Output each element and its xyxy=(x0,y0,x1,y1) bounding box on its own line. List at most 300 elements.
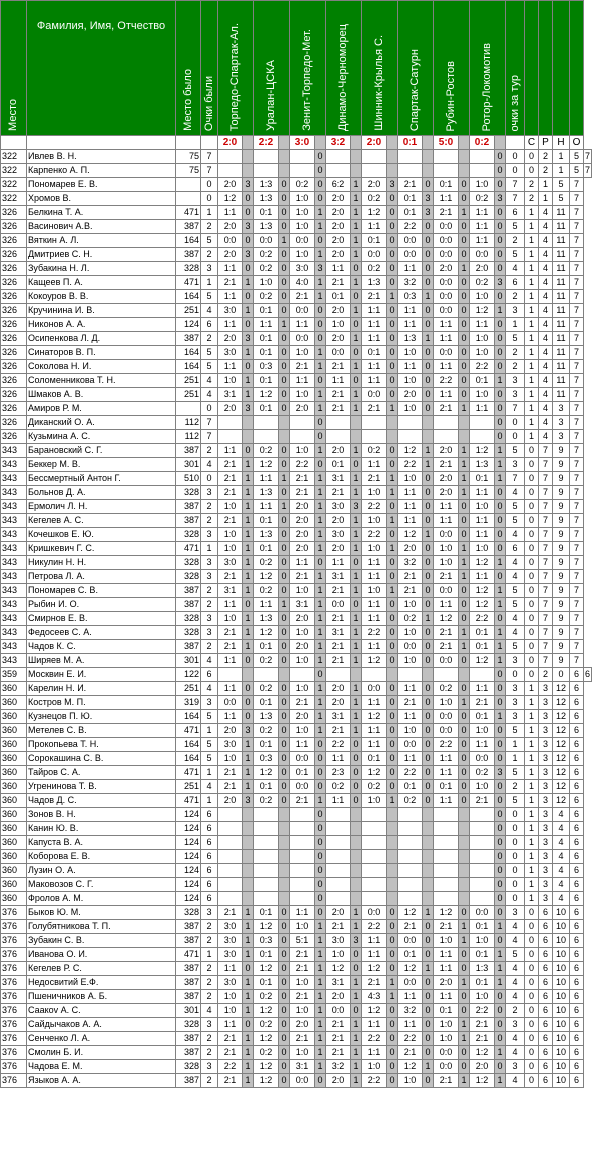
header-match-4: Динамо-Черноморец xyxy=(326,1,362,136)
prediction-cell xyxy=(434,430,459,444)
tour-points-cell: 6 xyxy=(506,206,525,220)
table-row xyxy=(1,542,592,556)
prediction-cell: 1:0 xyxy=(470,346,495,360)
prediction-cell: 0:1 xyxy=(254,542,279,556)
match-points-cell: 0 xyxy=(495,430,506,444)
match-points-cell: 0 xyxy=(279,290,290,304)
prediction-cell: 0:1 xyxy=(254,374,279,388)
prediction-cell: 3:0 xyxy=(218,346,243,360)
points-before-cell: 2 xyxy=(201,500,218,514)
name-cell: Пономарев Е. В. xyxy=(27,178,176,192)
table-row xyxy=(1,220,592,234)
prediction-cell: 2:1 xyxy=(326,486,351,500)
points-before-cell: 0 xyxy=(201,402,218,416)
prediction-cell xyxy=(254,808,279,822)
stat-cell: 6 xyxy=(570,990,584,1004)
prediction-cell: 1:2 xyxy=(362,1004,387,1018)
points-before-cell: 4 xyxy=(201,1004,218,1018)
prediction-cell: 0:1 xyxy=(254,696,279,710)
prediction-cell: 1:1 xyxy=(470,682,495,696)
prediction-cell: 2:1 xyxy=(326,388,351,402)
match-points-cell: 0 xyxy=(279,962,290,976)
table-row xyxy=(1,878,592,892)
prediction-cell: 2:1 xyxy=(290,948,315,962)
stat-cell: 9 xyxy=(553,472,570,486)
points-before-cell: 2 xyxy=(201,514,218,528)
match-points-cell: 0 xyxy=(387,1018,398,1032)
header-name: Фамилия, Имя, Отчество xyxy=(27,1,176,136)
prediction-cell: 2:1 xyxy=(218,486,243,500)
stat-cell: 9 xyxy=(553,458,570,472)
prediction-cell xyxy=(218,878,243,892)
match-points-cell: 1 xyxy=(243,570,254,584)
prediction-cell: 1:1 xyxy=(218,206,243,220)
points-before-cell: 6 xyxy=(201,822,218,836)
place-cell: 376 xyxy=(1,1060,27,1074)
stat-cell: 4 xyxy=(539,430,553,444)
prediction-cell: 1:0 xyxy=(290,584,315,598)
table-row xyxy=(1,920,592,934)
match-points-cell: 0 xyxy=(315,850,326,864)
points-before-cell: 7 xyxy=(201,150,218,164)
match-points-cell: 0 xyxy=(459,962,470,976)
tour-points-cell: 7 xyxy=(506,178,525,192)
match-points-cell: 1 xyxy=(351,234,362,248)
match-points-cell: 0 xyxy=(423,1004,434,1018)
match-points-cell: 1 xyxy=(387,290,398,304)
prediction-cell xyxy=(254,150,279,164)
stat-cell: 7 xyxy=(539,500,553,514)
prediction-cell: 0:2 xyxy=(254,444,279,458)
stat-cell: 0 xyxy=(525,570,539,584)
match-points-cell: 1 xyxy=(351,192,362,206)
stat-cell: 12 xyxy=(553,794,570,808)
stat-cell: 4 xyxy=(553,836,570,850)
match-points-cell: 0 xyxy=(495,388,506,402)
prediction-cell: 2:0 xyxy=(326,696,351,710)
prediction-cell: 2:2 xyxy=(470,360,495,374)
stat-cell: 6 xyxy=(570,878,584,892)
tour-points-cell: 0 xyxy=(506,892,525,906)
points-before-cell: 0 xyxy=(201,192,218,206)
match-points-cell: 1 xyxy=(315,528,326,542)
prediction-cell: 1:1 xyxy=(398,304,423,318)
prediction-cell: 0:1 xyxy=(470,626,495,640)
match-points-cell: 0 xyxy=(459,738,470,752)
match-points-cell: 0 xyxy=(423,346,434,360)
stat-cell: 7 xyxy=(570,234,584,248)
match-points-cell: 0 xyxy=(423,220,434,234)
place-cell: 376 xyxy=(1,1004,27,1018)
table-row xyxy=(1,374,592,388)
stat-cell: 6 xyxy=(539,1060,553,1074)
match-points-cell: 0 xyxy=(495,570,506,584)
prediction-cell: 1:1 xyxy=(362,556,387,570)
match-points-cell: 0 xyxy=(387,766,398,780)
prediction-cell: 1:0 xyxy=(218,1004,243,1018)
prediction-cell: 0:1 xyxy=(398,948,423,962)
match-points-cell: 0 xyxy=(243,682,254,696)
name-cell: Беккер М. В. xyxy=(27,458,176,472)
place-before-cell: 164 xyxy=(176,346,201,360)
place-before-cell: 124 xyxy=(176,864,201,878)
place-before-cell: 164 xyxy=(176,710,201,724)
prediction-cell: 2:2 xyxy=(398,458,423,472)
match-points-cell xyxy=(279,822,290,836)
match-points-cell: 1 xyxy=(459,1018,470,1032)
stat-cell: 7 xyxy=(539,626,553,640)
tour-points-cell: 3 xyxy=(506,1060,525,1074)
match-points-cell: 0 xyxy=(423,388,434,402)
match-points-cell: 0 xyxy=(243,962,254,976)
stat-cell: 1 xyxy=(539,192,553,206)
stat-cell: 7 xyxy=(539,458,553,472)
stat-cell: 4 xyxy=(553,892,570,906)
place-before-cell: 328 xyxy=(176,486,201,500)
prediction-cell: 0:0 xyxy=(434,654,459,668)
prediction-cell: 2:1 xyxy=(434,458,459,472)
place-cell: 376 xyxy=(1,962,27,976)
tour-points-cell: 3 xyxy=(506,374,525,388)
place-cell: 322 xyxy=(1,164,27,178)
match-points-cell xyxy=(243,836,254,850)
table-row xyxy=(1,234,592,248)
name-cell: Метелев С. В. xyxy=(27,724,176,738)
prediction-cell xyxy=(218,850,243,864)
match-points-cell: 0 xyxy=(279,696,290,710)
prediction-cell: 2:0 xyxy=(434,262,459,276)
match-points-cell: 1 xyxy=(315,220,326,234)
stat-cell: 9 xyxy=(553,500,570,514)
match-points-cell: 0 xyxy=(279,794,290,808)
stat-cell: 6 xyxy=(570,822,584,836)
prediction-cell: 2:0 xyxy=(470,262,495,276)
tour-points-cell: 0 xyxy=(506,808,525,822)
match-points-cell: 0 xyxy=(495,864,506,878)
name-cell: Канин Ю. В. xyxy=(27,822,176,836)
prediction-cell: 1:0 xyxy=(470,332,495,346)
match-points-cell: 1 xyxy=(459,570,470,584)
match-points-cell xyxy=(423,416,434,430)
prediction-cell: 1:1 xyxy=(434,192,459,206)
stat-cell: 1 xyxy=(525,248,539,262)
stat-cell: 0 xyxy=(525,458,539,472)
points-before-cell: 1 xyxy=(201,206,218,220)
match-points-cell: 0 xyxy=(459,780,470,794)
points-before-cell: 3 xyxy=(201,1060,218,1074)
stat-cell: 1 xyxy=(525,836,539,850)
prediction-cell: 2:1 xyxy=(326,1032,351,1046)
stat-cell: 0 xyxy=(525,500,539,514)
match-points-cell: 1 xyxy=(243,374,254,388)
stat-cell: 2 xyxy=(539,668,553,682)
prediction-cell: 1:1 xyxy=(398,318,423,332)
prediction-cell xyxy=(362,164,387,178)
place-cell: 343 xyxy=(1,570,27,584)
prediction-cell: 0:0 xyxy=(290,752,315,766)
points-before-cell: 1 xyxy=(201,766,218,780)
prediction-cell xyxy=(470,878,495,892)
prediction-cell: 0:1 xyxy=(254,640,279,654)
table-row xyxy=(1,178,592,192)
table-row xyxy=(1,262,592,276)
stat-cell: 0 xyxy=(525,1018,539,1032)
stat-cell: 10 xyxy=(553,1060,570,1074)
prediction-cell: 6:2 xyxy=(326,178,351,192)
prediction-cell: 2:0 xyxy=(326,234,351,248)
name-cell: Никулин Н. Н. xyxy=(27,556,176,570)
points-before-cell: 2 xyxy=(201,1032,218,1046)
match-points-cell: 0 xyxy=(315,332,326,346)
match-points-cell xyxy=(351,892,362,906)
prediction-cell: 3:1 xyxy=(326,626,351,640)
match-points-cell: 1 xyxy=(243,640,254,654)
stat-cell: 6 xyxy=(570,724,584,738)
place-before-cell: 471 xyxy=(176,766,201,780)
name-cell: Сорокашина С. В. xyxy=(27,752,176,766)
match-points-cell: 0 xyxy=(279,1074,290,1088)
name-cell: Кегелев А. С. xyxy=(27,514,176,528)
prediction-cell: 1:0 xyxy=(218,542,243,556)
stat-cell: 0 xyxy=(525,150,539,164)
match-points-cell: 0 xyxy=(423,304,434,318)
stat-cell: 7 xyxy=(570,556,584,570)
prediction-cell: 0:1 xyxy=(470,976,495,990)
tour-points-cell: 3 xyxy=(506,1018,525,1032)
prediction-cell: 1:0 xyxy=(218,752,243,766)
place-cell: 360 xyxy=(1,892,27,906)
prediction-cell xyxy=(326,808,351,822)
prediction-cell: 1:0 xyxy=(362,1060,387,1074)
match-points-cell: 1 xyxy=(495,654,506,668)
stat-cell: 12 xyxy=(553,780,570,794)
match-points-cell: 0 xyxy=(351,262,362,276)
prediction-cell: 0:0 xyxy=(290,234,315,248)
place-before-cell: 75 xyxy=(176,164,201,178)
prediction-cell: 1:1 xyxy=(218,360,243,374)
prediction-cell: 1:1 xyxy=(326,794,351,808)
place-before-cell: 328 xyxy=(176,570,201,584)
stat-cell: 0 xyxy=(525,948,539,962)
tour-points-cell: 5 xyxy=(506,766,525,780)
stat-cell: 1 xyxy=(525,738,539,752)
scores-empty xyxy=(1,136,27,150)
prediction-cell: 0:2 xyxy=(470,276,495,290)
name-cell: Бессмертный Антон Г. xyxy=(27,472,176,486)
prediction-cell: 1:3 xyxy=(254,178,279,192)
prediction-cell xyxy=(290,892,315,906)
place-before-cell: 471 xyxy=(176,542,201,556)
match-points-cell: 0 xyxy=(243,262,254,276)
match-points-cell: 0 xyxy=(423,934,434,948)
match-points-cell xyxy=(243,430,254,444)
prediction-cell: 1:0 xyxy=(254,276,279,290)
stat-cell: 4 xyxy=(539,262,553,276)
prediction-cell: 0:1 xyxy=(254,206,279,220)
prediction-cell xyxy=(254,430,279,444)
place-before-cell: 471 xyxy=(176,724,201,738)
tour-points-cell: 0 xyxy=(506,164,525,178)
match-points-cell: 0 xyxy=(387,626,398,640)
table-row xyxy=(1,976,592,990)
place-cell: 343 xyxy=(1,640,27,654)
stat-cell: 7 xyxy=(570,388,584,402)
prediction-cell: 1:1 xyxy=(434,388,459,402)
match-points-cell: 1 xyxy=(387,486,398,500)
match-points-cell: 0 xyxy=(459,374,470,388)
match-points-cell: 0 xyxy=(315,150,326,164)
prediction-cell: 2:0 xyxy=(290,612,315,626)
prediction-cell: 1:1 xyxy=(326,556,351,570)
prediction-cell xyxy=(398,164,423,178)
name-cell: Тайров С. А. xyxy=(27,766,176,780)
match-points-cell: 0 xyxy=(459,794,470,808)
prediction-cell: 0:0 xyxy=(290,1074,315,1088)
match-points-cell: 1 xyxy=(423,290,434,304)
points-before-cell: 5 xyxy=(201,234,218,248)
match-points-cell: 0 xyxy=(243,192,254,206)
points-before-cell: 6 xyxy=(201,836,218,850)
stat-cell: 1 xyxy=(525,360,539,374)
stat-cell: 4 xyxy=(539,374,553,388)
match-points-cell: 0 xyxy=(351,962,362,976)
match-points-cell: 0 xyxy=(387,276,398,290)
points-before-cell: 2 xyxy=(201,220,218,234)
match-points-cell: 0 xyxy=(243,318,254,332)
stat-cell: 0 xyxy=(525,1004,539,1018)
tour-points-cell: 3 xyxy=(506,304,525,318)
match-points-cell: 1 xyxy=(351,528,362,542)
prediction-cell xyxy=(254,836,279,850)
prediction-cell: 1:1 xyxy=(362,738,387,752)
match-points-cell: 0 xyxy=(459,234,470,248)
prediction-cell: 4:3 xyxy=(362,990,387,1004)
prediction-cell: 1:0 xyxy=(470,542,495,556)
points-before-cell: 1 xyxy=(201,276,218,290)
place-cell: 326 xyxy=(1,332,27,346)
prediction-cell xyxy=(362,416,387,430)
match-points-cell xyxy=(243,150,254,164)
match-points-cell: 1 xyxy=(351,360,362,374)
match-points-cell: 0 xyxy=(387,962,398,976)
prediction-cell: 2:0 xyxy=(290,514,315,528)
match-points-cell: 1 xyxy=(459,458,470,472)
stat-cell: 1 xyxy=(525,388,539,402)
prediction-cell: 0:1 xyxy=(398,192,423,206)
prediction-cell: 2:0 xyxy=(218,248,243,262)
table-row xyxy=(1,206,592,220)
match-points-cell: 1 xyxy=(315,598,326,612)
match-points-cell xyxy=(387,864,398,878)
match-points-cell: 0 xyxy=(387,738,398,752)
stat-cell: 11 xyxy=(553,346,570,360)
match-points-cell: 1 xyxy=(351,542,362,556)
stat-cell: 10 xyxy=(553,990,570,1004)
place-before-cell: 387 xyxy=(176,1046,201,1060)
table-row xyxy=(1,668,592,682)
tour-points-cell: 0 xyxy=(506,836,525,850)
match-points-cell: 0 xyxy=(279,528,290,542)
match-points-cell: 0 xyxy=(459,220,470,234)
stat-cell: 4 xyxy=(539,220,553,234)
prediction-cell: 2:0 xyxy=(326,192,351,206)
match-points-cell: 0 xyxy=(279,304,290,318)
prediction-cell: 2:0 xyxy=(218,178,243,192)
prediction-cell: 1:1 xyxy=(218,598,243,612)
match-points-cell xyxy=(243,822,254,836)
prediction-cell: 2:0 xyxy=(290,710,315,724)
stat-cell: 9 xyxy=(553,612,570,626)
match-points-cell: 0 xyxy=(315,304,326,318)
match-points-cell: 1 xyxy=(351,248,362,262)
match-points-cell: 0 xyxy=(459,1004,470,1018)
prediction-cell: 1:0 xyxy=(470,388,495,402)
match-points-cell: 0 xyxy=(387,598,398,612)
match-points-cell: 0 xyxy=(315,430,326,444)
name-cell: Саакоv А. С. xyxy=(27,1004,176,1018)
match-points-cell: 1 xyxy=(351,1032,362,1046)
prediction-cell: 1:1 xyxy=(362,1018,387,1032)
match-points-cell xyxy=(459,164,470,178)
name-cell: Смолин Б. И. xyxy=(27,1046,176,1060)
stat-cell: 1 xyxy=(525,878,539,892)
place-before-cell: 328 xyxy=(176,1018,201,1032)
place-cell: 359 xyxy=(1,668,27,682)
stat-cell: 7 xyxy=(539,654,553,668)
points-before-cell: 2 xyxy=(201,990,218,1004)
table-row xyxy=(1,556,592,570)
points-before-cell: 1 xyxy=(201,948,218,962)
match-points-cell: 1 xyxy=(279,598,290,612)
table-row xyxy=(1,570,592,584)
tour-points-cell: 4 xyxy=(506,556,525,570)
stat-cell: 4 xyxy=(539,290,553,304)
header-match-8: Ротор-Локомотив xyxy=(470,1,506,136)
table-row xyxy=(1,696,592,710)
place-cell: 360 xyxy=(1,752,27,766)
match-points-cell: 0 xyxy=(387,444,398,458)
name-cell: Пономарев С. В. xyxy=(27,584,176,598)
prediction-cell xyxy=(398,836,423,850)
match-points-cell: 0 xyxy=(279,192,290,206)
stat-cell: 10 xyxy=(553,920,570,934)
prediction-cell: 2:0 xyxy=(290,542,315,556)
prediction-cell xyxy=(434,892,459,906)
stat-cell: 6 xyxy=(539,976,553,990)
match-points-cell: 0 xyxy=(459,906,470,920)
place-cell: 343 xyxy=(1,556,27,570)
stat-cell: 10 xyxy=(553,1004,570,1018)
match-points-cell: 3 xyxy=(423,206,434,220)
place-before-cell: 75 xyxy=(176,150,201,164)
prediction-cell: 1:0 xyxy=(290,976,315,990)
tour-points-cell: 4 xyxy=(506,612,525,626)
tour-points-cell: 7 xyxy=(506,472,525,486)
match-points-cell: 1 xyxy=(387,794,398,808)
prediction-cell xyxy=(254,892,279,906)
prediction-cell: 1:2 xyxy=(470,1046,495,1060)
match-points-cell: 1 xyxy=(279,318,290,332)
stat-cell: 4 xyxy=(553,878,570,892)
prediction-cell: 2:0 xyxy=(326,1074,351,1088)
points-before-cell: 3 xyxy=(201,906,218,920)
match-points-cell: 0 xyxy=(495,332,506,346)
stat-cell: 9 xyxy=(553,626,570,640)
match-points-cell: 0 xyxy=(459,612,470,626)
match-points-cell xyxy=(459,878,470,892)
prediction-cell xyxy=(290,668,315,682)
prediction-cell: 1:1 xyxy=(362,220,387,234)
